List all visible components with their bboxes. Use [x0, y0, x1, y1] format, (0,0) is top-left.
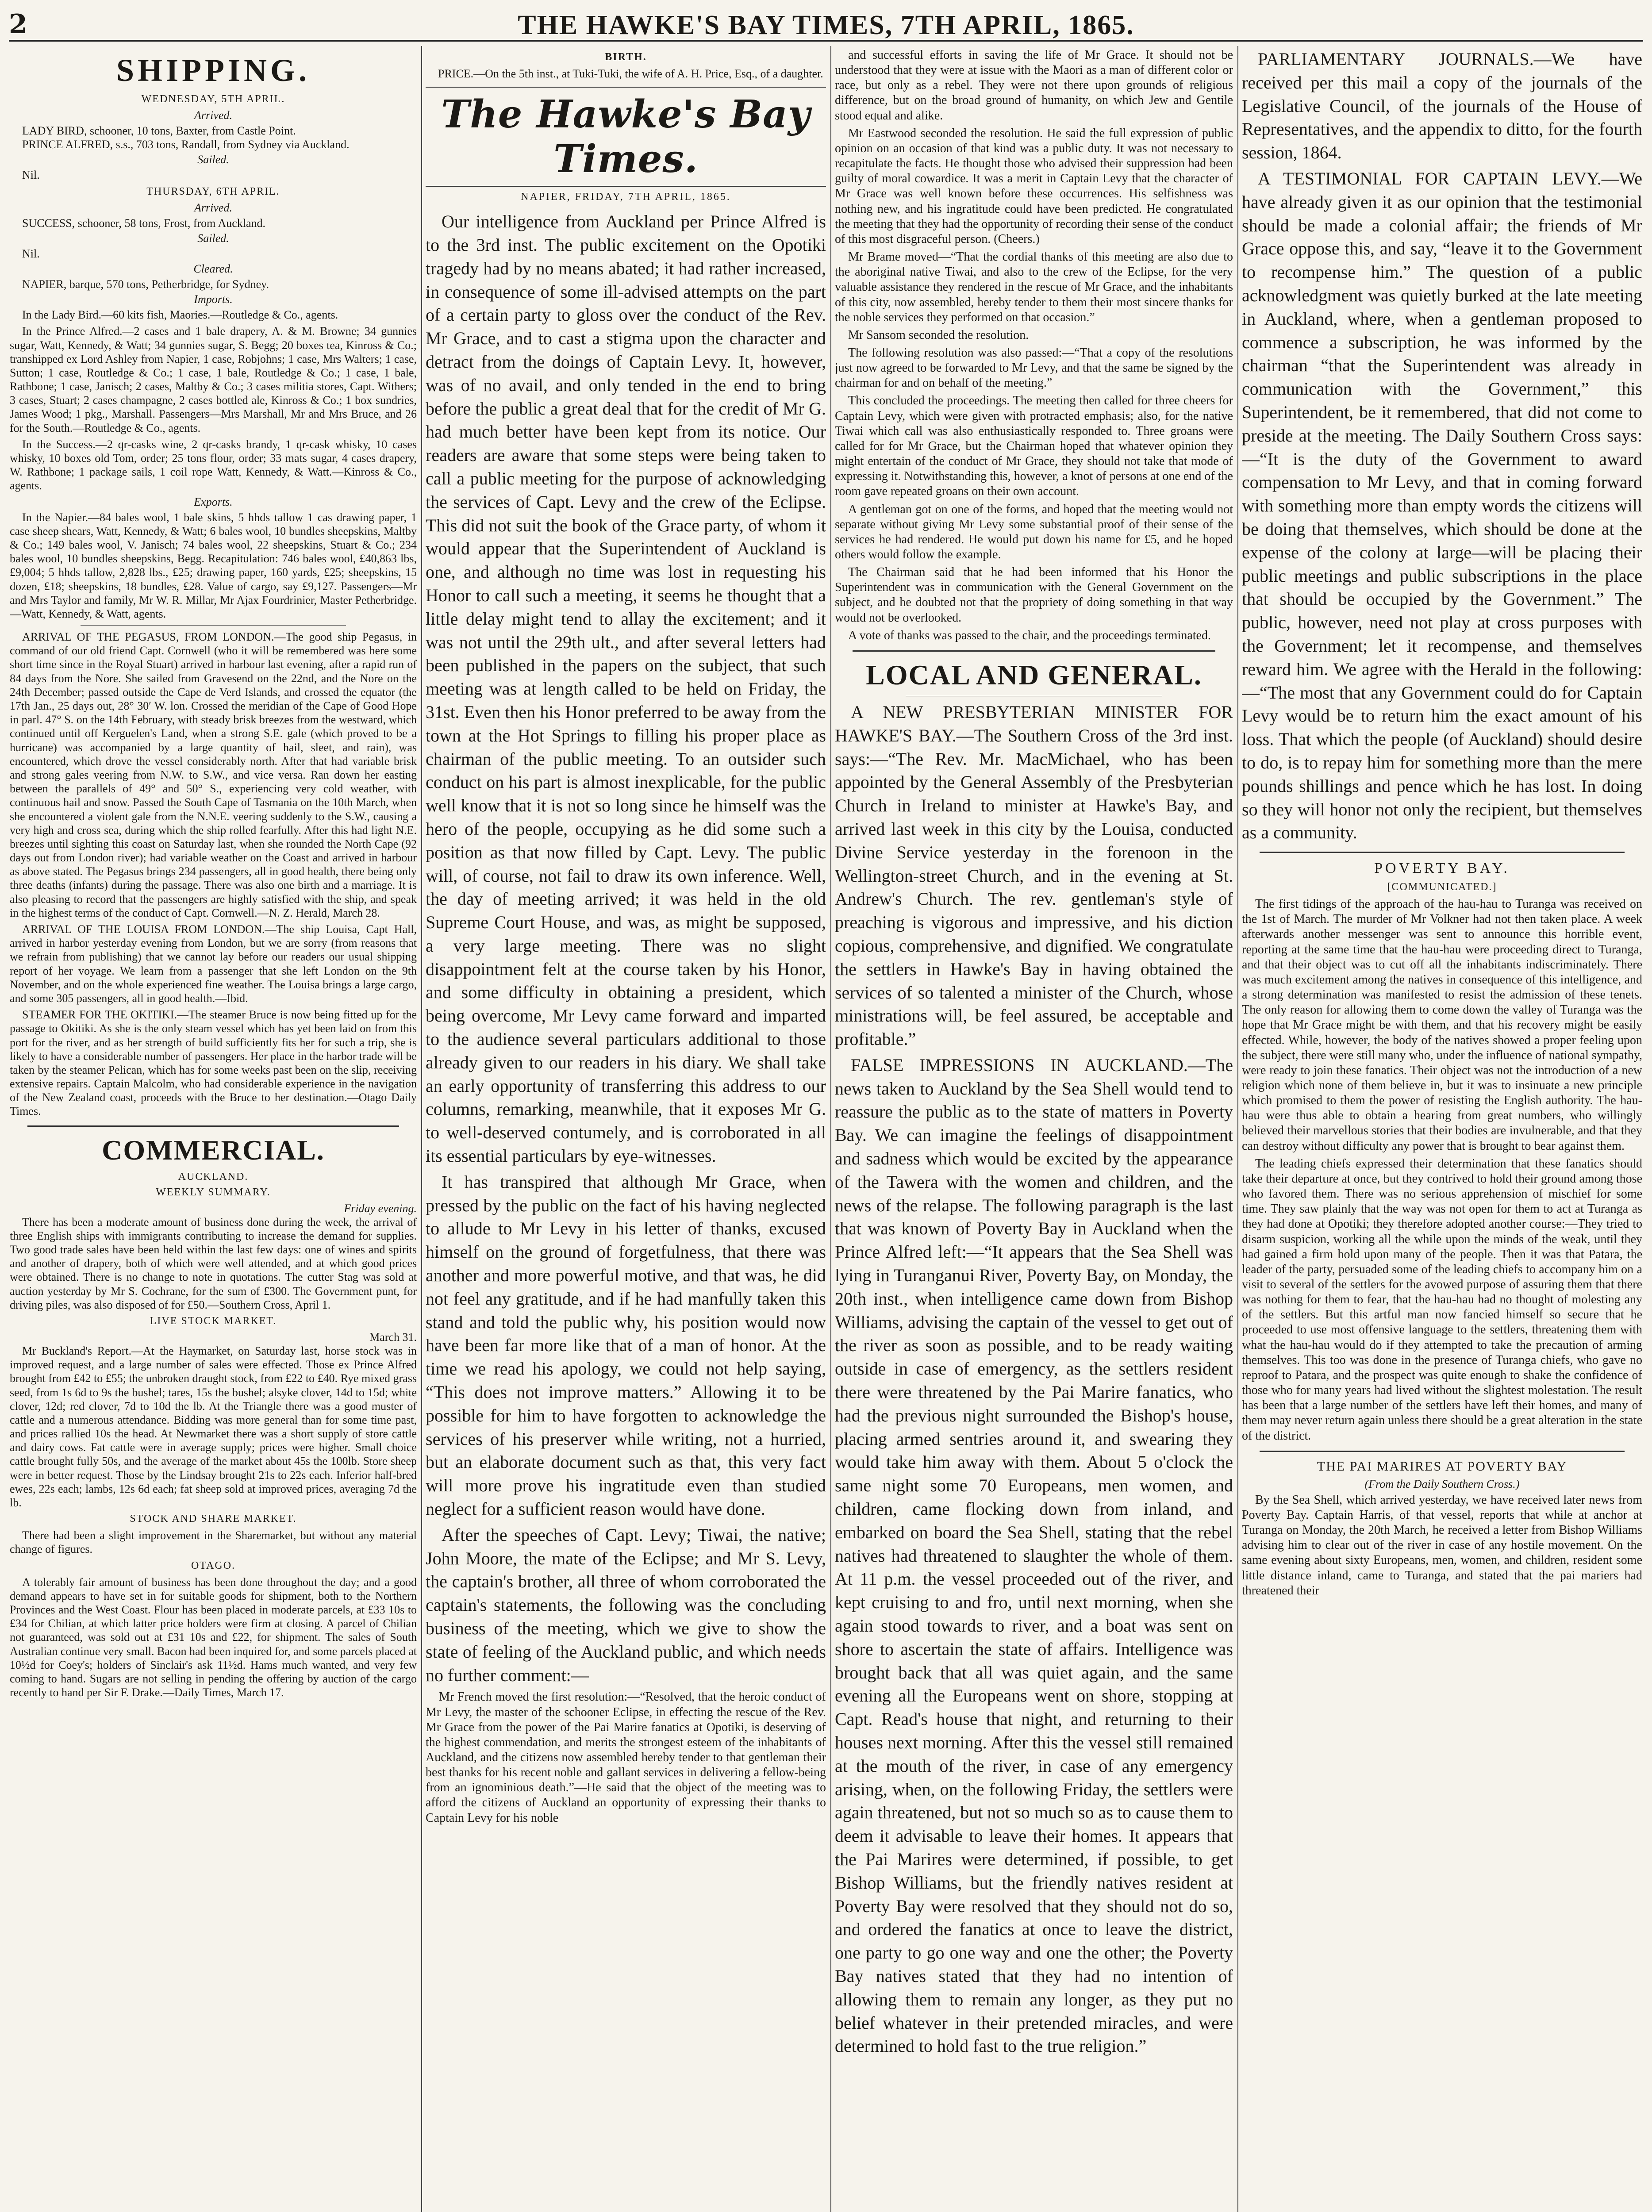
poverty-bay-heading: POVERTY BAY. — [1374, 860, 1510, 877]
paragraph: The following resolution was also passed:—“That a copy of the resolutions just now agreed to be forwarded to Mr Levy, and that the same be signed by the chairman for and on behalf of the meeting.” — [835, 346, 1233, 390]
paragraph: The leading chiefs expressed their determination that these fanatics should take their departure at once, but they contrived to hold their ground among those who favored them. There was no serious apprehension of mischief for some time. They saw plainly that the way was not open for them to act at Turanga as they had done at Opotiki; they therefore adopted another course:—They tried to disarm suspicion, working all the while upon the minds of the weak, until they had gained a firm hold upon many of the people. Then it was that Patara, the leader of the party, persuaded some of the leading chiefs to accompany him on a visit to several of the settlers for the avowed purpose of assuring them that there was nothing for them to fear, that the hau-hau had no thought of molesting any of the settlers. But this artful man now fancied himself so secure that he proceeded to use most offensive language to the settlers, threatening them with what the hau-hau would do if they attempted to take the precaution of arming themselves. This too was done in the presence of Turanga chiefs, who gave no reproof to Patara, and the prospect was quite enough to shake the confidence of those who for many years had lived without the slightest molestation. The result has been that a large number of the settlers have left their homes, and many of them may never return again unless there should be a great alteration in the state of the district. — [1242, 1156, 1642, 1443]
dateline: NAPIER, FRIDAY, 7TH APRIL, 1865. — [521, 191, 731, 203]
editorial-paragraph: It has transpired that although Mr Grace, when pressed by the public on the fact of his having neglected to allude to Mr Levy in his letter of thanks, excused himself on the ground of forgetfulness, that there was another and more powerful motive, and that was, he did not feel any gratitude, and if he had manfully taken this stand and told the public why, his position would now have been far more like that of a man of honor. At the time we read his apology, we could not help saying, “This does not improve matters.” Allowing it to be possible for him to have forgotten to acknowledge the services of his preserver while writing, not a hurried, but an elaborate document such as that, this very fact will more prove his ingratitude even than studied neglect for a sufficient reason would have done. — [426, 1171, 826, 1519]
birth-notice: PRICE.—On the 5th inst., at Tuki-Tuki, the wife of A. H. Price, Esq., of a daughter. — [438, 67, 823, 80]
column-shipping-commercial — [10, 48, 417, 2212]
page-number: 2 — [9, 9, 27, 40]
paragraph: PARLIAMENTARY JOURNALS.—We have received per this mail a copy of the journals of the Legislative Council, of the journals of the House of Representatives, and the appendix to ditto, for the fourth session, 1864. — [1242, 49, 1642, 163]
section-label: Exports. — [194, 495, 233, 508]
paragraph: In the Napier.—84 bales wool, 1 bale skins, 5 hhds tallow 1 cas drawing paper, 1 case sheep shears, Watt, Kennedy, & Watt; 6 bales wool, 10 bundles sheepskins, Maltby & Co.; 149 bales wool, V. Janisch; 74 bales wool, 22 sheepskins, Stuart & Co.; 234 bales wool, 10 bundles sheepskins, Begg. Recapitulation: 746 bales wool, £40,863 lbs, £9,004; 5 hhds tallow, 2,828 lbs., £25; drawing paper, 160 yards, £25; sheepskins, 15 dozen, £18; sheepskins, 18 bundles, £28. Value of cargo, say £9,127. Passengers—Mr and Mrs Taylor and family, Mr W. R. Millar, Mr Ajax Fourdrinier, Master Petherbridge.—Watt, Kennedy, & Watt, agents. — [10, 511, 417, 620]
editorial-paragraph: After the speeches of Capt. Levy; Tiwai, the native; John Moore, the mate of the Eclipse; and Mr S. Levy, the captain's brother, all three of whom corroborated the captain's statements, the following was the concluding business of the meeting, which we give to show the state of feeling of the Auckland public, and which needs no further comment:— — [426, 1525, 826, 1685]
masthead-title: THE HAWKE'S BAY TIMES, 7TH APRIL, 1865. — [518, 10, 1134, 40]
section-label: Arrived. — [194, 201, 232, 214]
paragraph: This concluded the proceedings. The meeting then called for three cheers for Captain Levy, which were given with protracted emphasis; also, for the native Tiwai which call was also enthusiastically responded to. Three groans were called for for Mr Grace, but the Chairman hoped that whatever opinion they might entertain of the conduct of Mr Grace, they should not take that mode of expressing it. Notwithstanding this, however, a knot of persons at one end of the room gave repeated groans on their own account. — [835, 394, 1233, 499]
paragraph: STEAMER FOR THE OKITIKI.—The steamer Bruce is now being fitted up for the passage to Okitiki. As she is the only steam vessel which has yet been laid on from this port for the river, and as her strength of build sufficiently fits her for such a trip, she is likely to have a considerable number of passengers. Her place in the harbor trade will be taken by the steamer Pelican, which has for some weeks past been on the slip, receiving extensive repairs. Captain Malcolm, who had considerable experience in the navigation of the New Zealand coast, proceeds with the Bruce to her destination.—Otago Daily Times. — [10, 1008, 417, 1118]
section-label: Cleared. — [193, 262, 233, 275]
paragraph: Mr Brame moved—“That the cordial thanks of this meeting are also due to the aboriginal native Tiwai, and also to the crew of the Eclipse, for the very valuable assistance they rendered in the rescue of Mr Grace, and the inhabitants of this city, now assembled, hereby tender to them their most sincere thanks for the noble services they performed on that occasion.” — [835, 250, 1233, 324]
timestamp: March 31. — [369, 1330, 417, 1344]
birth-heading: BIRTH. — [605, 51, 647, 63]
subheading: [COMMUNICATED.] — [1387, 881, 1497, 893]
nameplate-title: The Hawke's Bay Times. — [441, 92, 811, 182]
shipping-entry: PRINCE ALFRED, s.s., 703 tons, Randall, from Sydney via Auckland. — [22, 138, 350, 151]
divider — [27, 1125, 399, 1127]
date-line: WEDNESDAY, 5TH APRIL. — [141, 93, 285, 105]
paragraph: Mr Sansom seconded the resolution. — [848, 328, 1029, 342]
subheading: OTAGO. — [191, 1559, 236, 1571]
timestamp: Friday evening. — [344, 1202, 417, 1215]
subheading: LIVE STOCK MARKET. — [150, 1315, 277, 1327]
paragraph: Mr Eastwood seconded the resolution. He said the full expression of public opinion on an occasion of that kind was a public duty. It was not necessary to recapitulate the facts. He thought those who advised their suppression had been guilty of moral cowardice. It was a merit in Captain Levy that the character of Mr Grace was well known before these occurrences. His selfishness was nothing new, and his ingratitude could have been predicted. He congratulated the meeting that they had the opportunity of recording their sense of the conduct of this most disgraceful person. (Cheers.) — [835, 126, 1233, 246]
paragraph: A gentleman got on one of the forms, and hoped that the meeting would not separate without giving Mr Levy some substantial proof of their sense of the services he had rendered. He would put down his name for £5, and he hoped others would follow the example. — [835, 502, 1233, 561]
paragraph: A TESTIMONIAL FOR CAPTAIN LEVY.—We have already given it as our opinion that the testimonial should be made a colonial affair; the friends of Mr Grace oppose this, and say, “leave it to the Government to recompense him.” The question of a public acknowledgment was quietly burked at the late meeting in Auckland, where, when a gentleman proposed to commence a subscription, he was informed by the chairman “that the Superintendent was already in communication with the Government,” this Superintendent, be it remembered, that did not come to preside at the meeting. The Daily Southern Cross says:—“It is the duty of the Government to award compensation to Mr Levy, and that in coming forward with something more than empty words the citizens will be doing that themselves, which should be done at the expense of the colony at large—will be placing their public meetings and public subscriptions in the place that should be occupied by the Government.” The public, however, need not play at cross purposes with the Government; let it recompense, and themselves reward him. We agree with the Herald in the following:—“The most that any Government could do for Captain Levy would be to return him the exact amount of his loss. That which the people (of Auckland) should desire to do, is to repay him for something more than the mere pounds shillings and pence which he has lost. In doing so they will honor not only the recipient, but themselves as a community. — [1242, 168, 1642, 843]
section-label: Arrived. — [194, 109, 232, 122]
divider — [81, 625, 346, 626]
section-label: Sailed. — [197, 231, 229, 245]
paragraph: The Chairman said that he had been informed that his Honor the Superintendent was in communication with the General Government on the subject, and he doubted not that the propriety of doing something in that way would not be overlooked. — [835, 565, 1233, 625]
paragraph: There had been a slight improvement in the Sharemarket, but without any material change of figures. — [10, 1529, 417, 1556]
paragraph: and successful efforts in saving the life of Mr Grace. It should not be understood that they were at issue with the Maori as a man of different color or race, but only as a rebel. They were not there upon grounds of religious difference, but on the broad ground of humanity, on which Jew and Gentile stood equal and alike. — [835, 48, 1233, 123]
paragraph: In the Prince Alfred.—2 cases and 1 bale drapery, A. & M. Browne; 34 gunnies sugar, Watt, Kennedy, & Watt; 34 gunnies sugar, S. Begg; 20 boxes tea, Kinross & Co.; transhipped ex Lord Ashley from Napier, 1 case, Robjohns; 1 case, Mrs Walters; 1 case, Sutton; 1 case, Routledge & Co.; 1 case, 1 bale, Routledge & Co.; 1 case, 1 bale, Rathbone; 1 case, Janisch; 2 cases, Maltby & Co.; 3 cases militia stores, Capt. Withers; 3 cases, Stuart; 2 cases champagne, 2 cases bottled ale, Kinross & Co.; 1 box sundries, James Wood; 1 pkg., Marshall. Passengers—Mrs Marshall, Mr and Mrs Bruce, and 26 for the South.—Routledge & Co., agents. — [10, 325, 417, 434]
paragraph: There has been a moderate amount of business done during the week, the arrival of three English ships with immigrants contributing to increase the demand for supplies. Two good trade sales have been held within the last few days: one of wines and spirits and another of drapery, both of which were well attended, and at which good prices were obtained. There is no change to note in quotations. The cutter Stag was sold at auction yesterday by Mr S. Cochrane, for the sum of £300. The Government punt, for driving piles, was also disposed of for £50.—Southern Cross, April 1. — [10, 1215, 417, 1311]
subheading: AUCKLAND. — [178, 1171, 249, 1183]
paragraph: In the Lady Bird.—60 kits fish, Maories.—Routledge & Co., agents. — [22, 308, 338, 322]
column-rule — [1237, 46, 1238, 2212]
date-line: THURSDAY, 6TH APRIL. — [146, 185, 280, 197]
paragraph: ARRIVAL OF THE PEGASUS, FROM LONDON.—The good ship Pegasus, in command of our old friend Capt. Cornwell (who it will be remembered was here some short time since in the Royal Stuart) arrived in harbour last evening, after a rapid run of 84 days from the Nore. She sailed from Gravesend on the 22nd, and the Nore on the 24th December; passed outside the Cape de Verd Islands, and crossed the equator (the 17th Jan., 25 days out, 28° 30′ W. lon. Crossed the meridian of the Cape of Good Hope in parl. 47° S. on the 14th February, with steady brisk breezes from the westward, which continued until off Kerguelen's Land, when a strong S.E. gale (which proved to be a hurricane) was accompanied by a large quantity of hail, sleet, and rain), was encountered, which drove the vessel considerably north. After that had variable brisk and strong gales veering from N.W. to S.W., and vice versa. Ran down her easting between the parallels of 49° and 50° S., experiencing very cold weather, with continuous hail and snow. Passed the South Cape of Tasmania on the 10th March, when she encountered a violent gale from the N.N.E. veering suddenly to the S.W., causing a very high and cross sea, during which the ship rolled fearfully. After this had light N.E. breezes until sighting this coast on Saturday last, when she rounded the North Cape (92 days out from London river); had variable weather on the Coast and arrived in harbour as above stated. The Pegasus brings 234 passengers, all in good health, there being only three deaths (infants) during the passage. There was also one birth and a marriage. It is also pleasing to record that the passengers are highly satisfied with the ship, and speak in the highest terms of the conduct of Capt. Cornwell.—N. Z. Herald, March 28. — [10, 630, 417, 919]
shipping-entry: LADY BIRD, schooner, 10 tons, Baxter, from Castle Point. — [22, 124, 296, 137]
column-editorial — [426, 48, 826, 2212]
shipping-heading: SHIPPING. — [116, 53, 311, 88]
column-local-general — [835, 48, 1233, 2212]
masthead — [9, 9, 1643, 42]
shipping-entry: Nil. — [22, 247, 40, 260]
paragraph: Mr Buckland's Report.—At the Haymarket, on Saturday last, horse stock was in improved request, and a large number of sales were effected. Those ex Prince Alfred brought from £42 to £55; the unbroken draught stock, from £22 to £40. Rye mixed grass seed, from 1s 6d to 9s the bushel; tares, 15s the bushel; alsyke clover, 14d to 15d; white clover, 12d; red clover, 7d to 10d the lb. At the Triangle there was a good muster of cattle and a numerous attendance. Bidding was more general than for some time past, and prices rallied 10s the head. At Newmarket there was a short supply of store cattle and dairy cows. Fat cattle were in average supply; prices were higher. Small choice cattle brought fully 50s, and the average of the market about 45s the 100lb. Store sheep were in better request. Those by the Lindsay brought 21s to 22s each. Inferior half-bred ewes, 22s each; lambs, 12s 6d each; fat sheep sold at improved prices, averaging 7d the lb. — [10, 1344, 417, 1509]
column-rule — [830, 46, 831, 2212]
divider — [1260, 852, 1625, 853]
shipping-entry: Nil. — [22, 169, 40, 182]
divider — [1260, 1451, 1625, 1452]
commercial-heading: COMMERCIAL. — [102, 1134, 325, 1166]
section-label: Sailed. — [197, 153, 229, 166]
shipping-entry: NAPIER, barque, 570 tons, Petherbridge, for Sydney. — [22, 277, 269, 291]
paragraph: FALSE IMPRESSIONS IN AUCKLAND.—The news taken to Auckland by the Sea Shell would tend to reassure the public as to the state of matters in Poverty Bay. We can imagine the feelings of disappointment and sadness which would be excited by the appearance of the Tawera with the women and children, and the news of the relapse. The following paragraph is the last that was known of Poverty Bay in Auckland when the Prince Alfred left:—“It appears that the Sea Shell was lying in Turanganui River, Poverty Bay, on Monday, the 20th inst., when intelligence came down from Bishop Williams, advising the captain of the vessel to get out of the river as soon as possible, and to be ready waiting outside in case of emergency, as the settlers resident there were threatened by the Pai Marire fanatics, who had the previous night surrounded the Bishop's house, placing armed sentries around it, and swearing they would take him away with them. About 5 o'clock the same night some 70 Europeans, men women, and children, came flocking down from inland, and embarked on board the Sea Shell, stating that the rebel natives had threatened to slaughter the whole of them. At 11 p.m. the vessel proceeded out of the river, and kept cruising to and fro, until next morning, when she again stood towards to river, and a boat was sent on shore to ascertain the state of affairs. Intelligence was brought back that all was quiet again, and the same evening all the Europeans went on shore, stopping at Capt. Read's house that night, and returning to their houses next morning. After this the vessel still remained at the mouth of the river, in case of any emergency arising, when, on the following Friday, the settlers were again threatened, but not so much so as to cause them to deem it advisable to leave their homes. It appears that the Pai Marires were determined, if possible, to get Bishop Williams, but the friendly natives resident at Poverty Bay were resolved that they should not do so, and ordered the fanatics at once to leave the district, one party to go one way and one the other; the Poverty Bay natives stated that they had no intention of allowing them to remain any longer, as they put no belief whatever in their pretended miracles, and were determined to hold fast to the true religion.” — [835, 1055, 1233, 2056]
paragraph: ARRIVAL OF THE LOUISA FROM LONDON.—The ship Louisa, Capt Hall, arrived in harbor yesterday evening from London, but we are sorry (from reasons that we refrain from publishing) that we cannot lay before our readers our usual shipping report of her voyage. We learn from a passenger that she left London on the 9th November, and on the whole experienced fine weather. The Louisa brings a large cargo, and some 305 passengers, all in good health.—Ibid. — [10, 923, 417, 1005]
divider — [853, 650, 1215, 652]
paragraph: In the Success.—2 qr-casks wine, 2 qr-casks brandy, 1 qr-cask whisky, 10 cases whisky, 10 boxes old Tom, order; 25 tons flour, order; 33 mats sugar, 4 cases drapery, W. Rathbone; 1 package sails, 1 coil rope Watt, Kennedy, & Watt.—Kinross & Co., agents. — [10, 438, 417, 492]
column-rule — [421, 46, 422, 2212]
pai-marires-heading: THE PAI MARIRES AT POVERTY BAY — [1317, 1459, 1567, 1474]
paragraph: A vote of thanks was passed to the chair, and the proceedings terminated. — [848, 628, 1211, 642]
local-general-heading: LOCAL AND GENERAL. — [866, 659, 1202, 691]
nameplate — [426, 87, 826, 187]
source-line: (From the Daily Southern Cross.) — [1364, 1477, 1520, 1490]
paragraph: Mr French moved the first resolution:—“Resolved, that the heroic conduct of Mr Levy, the master of the schooner Eclipse, in effecting the rescue of the Rev. Mr Grace from the power of the Pai Marire fanatics at Opotiki, is deserving of the highest commendation, and merits the strongest esteem of the inhabitants of Auckland, and the citizens now assembled hereby tender to that gentleman their best thanks for his recent noble and gallant services in delivering a fellow-being from an ignominious death.”—He said that the object of the meeting was to afford the citizens of Auckland an opportunity of expressing their thanks to Captain Levy for his noble — [426, 1690, 826, 1825]
column-poverty-bay — [1242, 48, 1642, 2212]
paragraph: A tolerably fair amount of business has been done throughout the day; and a good demand appears to have set in for suitable goods for shipment, both to the Northern Provinces and the West Coast. Flour has been placed in moderate parcels, at £33 10s to £34 for Chilian, at which latter price holders were firm at closing. A parcel of Chilian not guaranteed, was sold out at £31 10s and £22, for shipment. The sales of South Australian continue very small. Bacon had been inquired for, and some parcels placed at 10½d for Coey's; holders of Sinclair's ask 11½d. Hams much wanted, and very few coming to hand. Sugars are not selling in pending the offering by auction of the cargo recently to hand per Sir F. Drake.—Daily Times, March 17. — [10, 1575, 417, 1699]
paragraph: A NEW PRESBYTERIAN MINISTER FOR HAWKE'S BAY.—The Southern Cross of the 3rd inst. says:—“The Rev. Mr. MacMichael, who has been appointed by the General Assembly of the Presbyterian Church in Ireland to minister at Hawke's Bay, and arrived last week in this city by the Louisa, conducted Divine Service yesterday in the forenoon in the Wellington-street Church, and in the evening at St. Andrew's Church. The rev. gentleman's style of preaching is vigorous and impressive, and his diction copious, comprehensive, and dignified. We congratulate the settlers in Hawke's Bay in having obtained the services of so talented a minister of the Church, whose ministrations will, be feel assured, be acceptable and profitable.” — [835, 702, 1233, 1049]
section-label: Imports. — [194, 293, 233, 306]
shipping-entry: SUCCESS, schooner, 58 tons, Frost, from Auckland. — [22, 216, 266, 230]
subheading: WEEKLY SUMMARY. — [156, 1186, 271, 1198]
editorial-paragraph: Our intelligence from Auckland per Prince Alfred is to the 3rd inst. The public excitement on the Opotiki tragedy had by no means abated; it had rather increased, in consequence of some ill-advised attempts on the part of a certain party to gloss over the conduct of the Rev. Mr Grace, and to cast a stigma upon the character and detract from the doings of Captain Levy. It, however, was of no avail, and only tended in the end to bring before the public a great deal that for the credit of Mr G. had much better have been kept from its notice. Our readers are aware that some steps were being taken to call a public meeting for the purpose of acknowledging the services of Capt. Levy and the crew of the Eclipse. This did not suit the book of the Grace party, of whom it would appear that the Superintendent of Auckland is one, and although no time was lost in requesting his Honor to call such a meeting, it seems he thought that a little delay might tend to allay the excitement; and it was not until the 29th ult., and after several letters had been published in the papers on the subject, that such meeting was at length called to be held on Friday, the 31st. Even then his Honor preferred to be away from the town at the Hot Springs to filling his proper place as chairman of the public meeting. To an outsider such conduct on his part is almost inexplicable, for the public well know that it is not so long since he himself was the hero of the people, occupying as he did some such a position as that now filled by Capt. Levy. The public will, of course, not fail to draw its own inference. Well, the day of meeting arrived; it was held in the old Supreme Court House, and was, as might be supposed, a very large meeting. There was no slight disappointment felt at the course taken by his Honor, and some difficulty in obtaining a president, which being overcome, Mr Levy came forward and imparted to the audience several particulars additional to those already given to our readers in his diary. We shall take an early opportunity of transferring this address to our columns, remarking, meanwhile, that it exposes Mr G. to well-deserved contumely, and is corroborated in all its essential particulars by eye-witnesses. — [426, 211, 826, 1166]
subheading: STOCK AND SHARE MARKET. — [130, 1513, 297, 1525]
paragraph: By the Sea Shell, which arrived yesterday, we have received later news from Poverty Bay. Captain Harris, of that vessel, reports that while at anchor at Turanga on Monday, the 20th March, he received a letter from Bishop Williams advising him to clear out of the river in case of any hostile movement. On the same evening about sixty Europeans, men, women, and children, resident some little distance inland, came to Turanga, and stated that the pai mariers had threatened their — [1242, 1493, 1642, 1598]
paragraph: The first tidings of the approach of the hau-hau to Turanga was received on the 1st of March. The murder of Mr Volkner had not then taken place. A week afterwards another messenger was sent to announce this horrible event, reporting at the same time that the hau-hau were proceeding direct to Turanga, and that their object was to cut off all the inhabitants indiscriminately. There was much excitement among the natives in consequence of this intelligence, and a strong determination was manifested to resist the admission of these tenets. The only reason for allowing them to come down the valley of Turanga was the hope that Mr Grace might be with them, and that his recovery might be easily effected. While, however, the body of the natives showed a proper feeling upon the subject, there were still many who, under the influence of national sympathy, were ready to join these fanatics. Their object was not the introduction of a new religion which none of them believe in, but it was to insinuate a new principle which promised to them the power of resisting the English authority. The hau-hau were thus able to obtain a hearing from great numbers, who willingly believed their marvellous stories that their bodies are invulnerable, and that they can destroy without difficulty any power that is brought to bear against them. — [1242, 897, 1642, 1153]
